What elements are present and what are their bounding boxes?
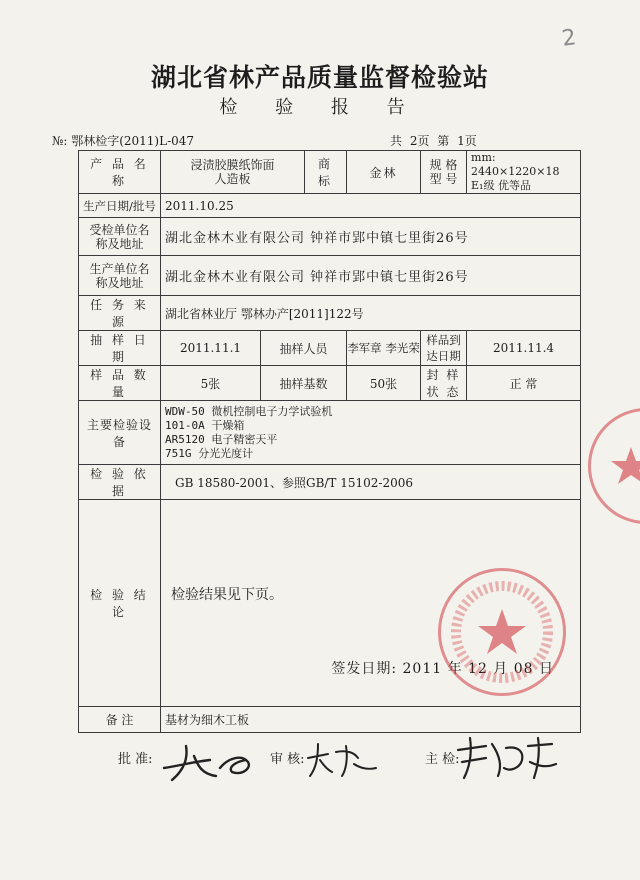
review-label: 审 核: bbox=[270, 752, 305, 767]
remarks-value: 基材为细木工板 bbox=[161, 707, 581, 733]
producer-label-line2: 称及地址 bbox=[95, 275, 144, 290]
product-name-line2: 人造板 bbox=[214, 172, 251, 186]
inspection-seal bbox=[438, 568, 566, 696]
equipment-list bbox=[161, 401, 581, 465]
issue-date: 签发日期: 2011 年 12 月 08 日 bbox=[331, 661, 555, 677]
arrival-date-value: 2011.11.4 bbox=[467, 331, 581, 366]
producer-label-line1: 生产单位名 bbox=[89, 261, 150, 276]
sampling-date-value: 2011.11.1 bbox=[161, 331, 261, 366]
sampling-person-label: 抽样人员 bbox=[261, 331, 347, 366]
client-label bbox=[79, 218, 161, 256]
equipment-item: 101-0A 干燥箱 bbox=[165, 418, 245, 432]
row-basis bbox=[79, 465, 581, 500]
inspector-signature bbox=[452, 734, 562, 784]
trademark-value: 金林 bbox=[347, 151, 421, 194]
equipment-item: AR5120 电子精密天平 bbox=[165, 432, 278, 446]
row-production-date bbox=[79, 194, 581, 218]
production-date-label: 生产日期/批号 bbox=[79, 194, 161, 218]
row-sample-qty bbox=[79, 366, 581, 401]
spec-value-line2: E₁级 优等品 bbox=[471, 179, 531, 192]
task-source-value: 湖北省林业厅 鄂林办产[2011]122号 bbox=[161, 296, 581, 331]
task-source-label: 任 务 来 源 bbox=[79, 296, 161, 331]
client-value: 湖北金林木业有限公司 钟祥市郢中镇七里街26号 bbox=[161, 218, 581, 256]
equipment-label: 主要检验设备 bbox=[79, 401, 161, 465]
trademark-label: 商 标 bbox=[305, 151, 347, 194]
row-sampling bbox=[79, 331, 581, 366]
product-name-line1: 浸渍胶膜纸饰面 bbox=[190, 158, 275, 172]
remarks-label: 备 注 bbox=[79, 707, 161, 733]
approver-signature bbox=[158, 738, 268, 784]
sampling-base-label: 抽样基数 bbox=[261, 366, 347, 401]
main-inspector-label: 主 检: bbox=[425, 752, 460, 767]
product-name-value bbox=[161, 151, 305, 194]
sample-qty-value: 5张 bbox=[161, 366, 261, 401]
sampling-base-value: 50张 bbox=[347, 366, 421, 401]
seal-status-label: 封 样 状 态 bbox=[421, 366, 467, 401]
arrival-date-label: 样品到达日期 bbox=[421, 331, 467, 366]
spec-label bbox=[421, 151, 467, 194]
row-product bbox=[79, 151, 581, 194]
equipment-item: 751G 分光光度计 bbox=[165, 446, 254, 460]
handwritten-page-mark: 2 bbox=[560, 25, 578, 52]
spec-label-line1: 规 格 bbox=[429, 158, 458, 172]
page-subtitle: 检 验 报 告 bbox=[219, 97, 421, 118]
row-remarks bbox=[79, 707, 581, 733]
equipment-item: WDW-50 微机控制电子力学试验机 bbox=[165, 404, 333, 418]
row-equipment bbox=[79, 401, 581, 465]
edge-seal-star-icon bbox=[591, 411, 640, 521]
seal-star-icon bbox=[441, 571, 563, 693]
conclusion-label: 检 验 结 论 bbox=[79, 500, 161, 707]
basis-label: 检 验 依 据 bbox=[79, 465, 161, 500]
report-number: №: 鄂林检字(2011)L-047 bbox=[52, 134, 195, 148]
page-title: 湖北省林产品质量监督检验站 bbox=[150, 63, 489, 92]
spec-label-line2: 型 号 bbox=[429, 172, 458, 186]
reviewer-signature bbox=[302, 738, 382, 780]
conclusion-text: 检验结果见下页。 bbox=[171, 587, 283, 603]
sampling-person-value: 李军章 李光荣 bbox=[347, 331, 421, 366]
spec-value-line1: mm: 2440×1220×18 bbox=[471, 151, 560, 178]
sampling-date-label: 抽 样 日 期 bbox=[79, 331, 161, 366]
client-label-line1: 受检单位名 bbox=[89, 222, 150, 237]
row-client bbox=[79, 218, 581, 256]
producer-value: 湖北金林木业有限公司 钟祥市郢中镇七里街26号 bbox=[161, 256, 581, 296]
row-task-source bbox=[79, 296, 581, 331]
basis-value: GB 18580-2001、参照GB/T 15102-2006 bbox=[161, 465, 581, 500]
producer-label bbox=[79, 256, 161, 296]
client-label-line2: 称及地址 bbox=[95, 236, 144, 251]
edge-seal bbox=[588, 408, 640, 524]
approve-label: 批 准: bbox=[118, 752, 153, 767]
page-info: 共 2页 第 1页 bbox=[390, 134, 477, 148]
spec-value bbox=[467, 151, 581, 194]
row-producer bbox=[79, 256, 581, 296]
sample-qty-label: 样 品 数 量 bbox=[79, 366, 161, 401]
production-date-value: 2011.10.25 bbox=[161, 194, 581, 218]
seal-status-value: 正 常 bbox=[467, 366, 581, 401]
product-name-label: 产 品 名 称 bbox=[79, 151, 161, 194]
